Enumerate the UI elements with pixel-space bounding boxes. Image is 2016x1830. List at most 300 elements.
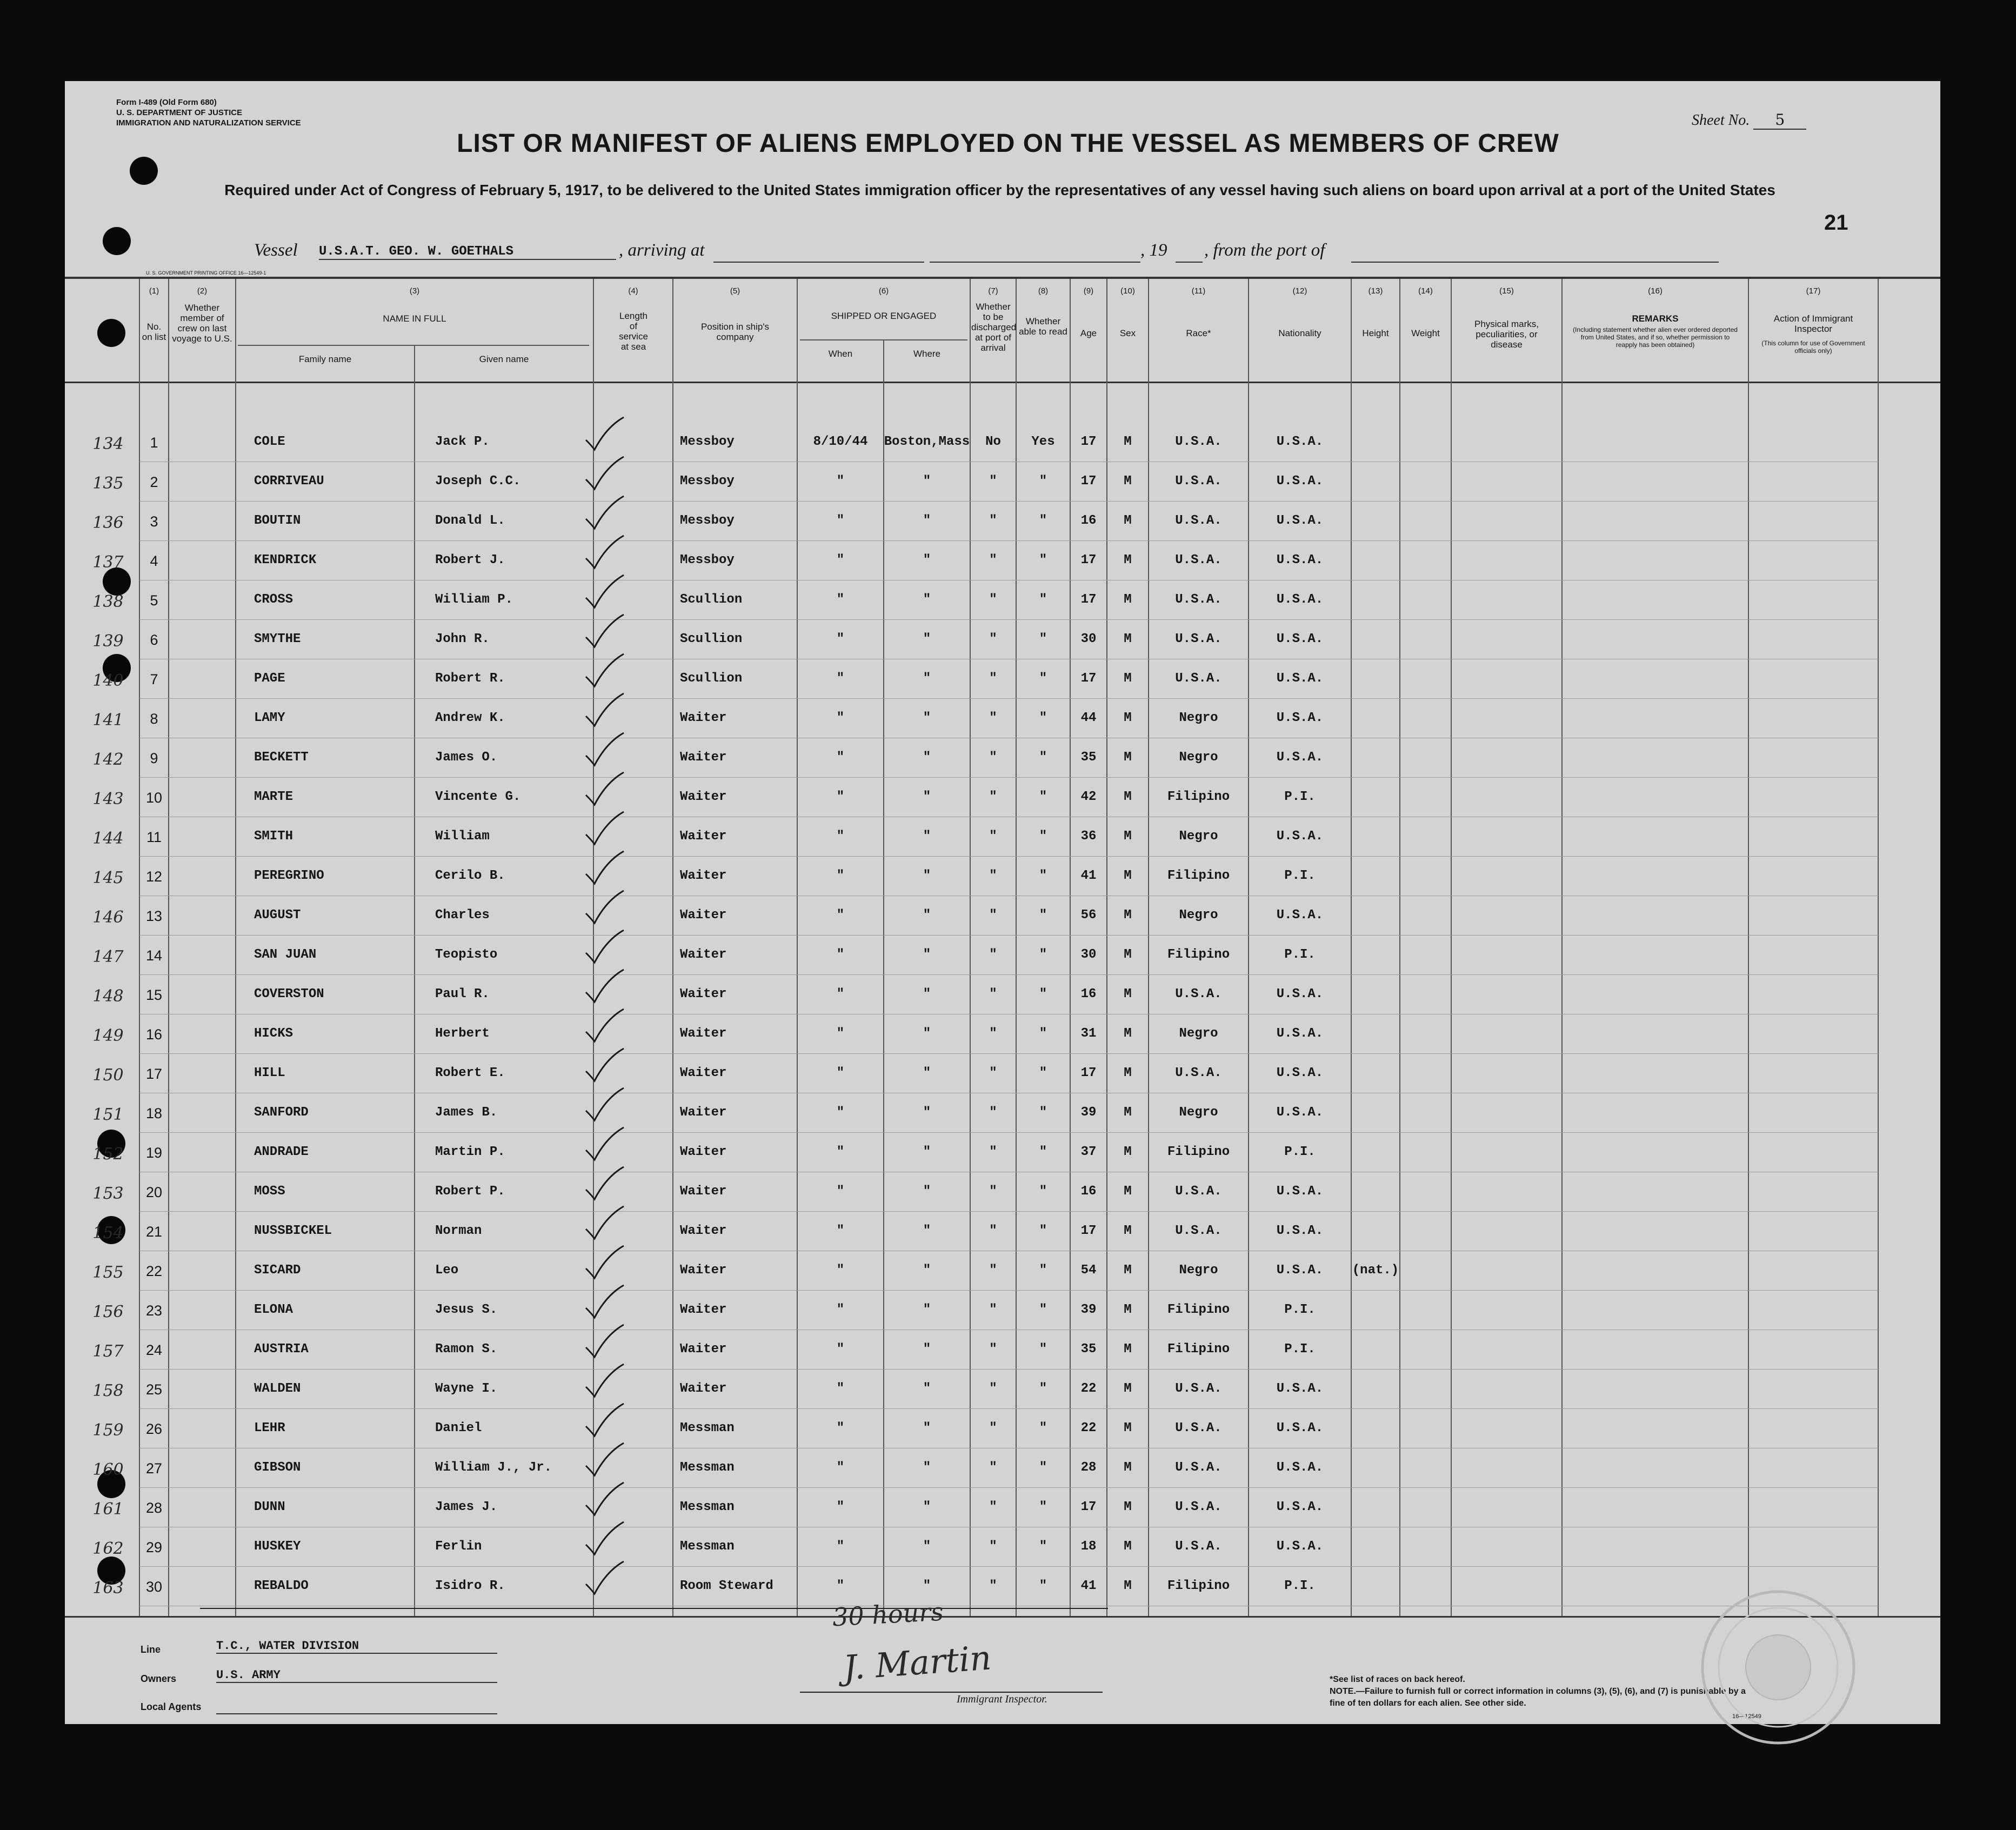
nationality: U.S.A. bbox=[1276, 908, 1324, 923]
sex: M bbox=[1124, 1105, 1132, 1120]
position: Messboy bbox=[680, 553, 735, 567]
margin-number: 156 bbox=[92, 1303, 124, 1321]
able-to-read: " bbox=[1039, 474, 1047, 489]
discharged: " bbox=[989, 869, 997, 883]
discharged: " bbox=[989, 1460, 997, 1475]
race: U.S.A. bbox=[1175, 1381, 1222, 1396]
given-name: Ramon S. bbox=[435, 1342, 498, 1357]
row-number: 8 bbox=[150, 711, 158, 727]
given-name: Martin P. bbox=[435, 1145, 505, 1159]
checkmark-icon bbox=[584, 1441, 627, 1479]
given-name: James O. bbox=[435, 750, 498, 765]
discharged: " bbox=[989, 1579, 997, 1593]
race: Negro bbox=[1179, 711, 1218, 725]
col-hdr-where: Where bbox=[913, 349, 941, 359]
given-name: Jesus S. bbox=[435, 1303, 498, 1317]
given-name: Ferlin bbox=[435, 1539, 482, 1554]
sex: M bbox=[1124, 750, 1132, 765]
checkmark-icon bbox=[584, 731, 627, 769]
nationality: U.S.A. bbox=[1276, 1421, 1324, 1435]
discharged: " bbox=[989, 908, 997, 923]
position: Waiter bbox=[680, 1105, 727, 1120]
line-value: T.C., WATER DIVISION bbox=[216, 1639, 497, 1654]
discharged: " bbox=[989, 987, 997, 1001]
margin-number: 149 bbox=[92, 1026, 124, 1045]
position: Scullion bbox=[680, 671, 743, 686]
race: Filipino bbox=[1167, 1145, 1230, 1159]
discharged: " bbox=[989, 474, 997, 489]
nationality: U.S.A. bbox=[1276, 1263, 1324, 1278]
margin-number: 137 bbox=[92, 553, 124, 572]
col-hdr-physical: Physical marks, peculiarities, or disease bbox=[1474, 319, 1539, 350]
col-hdr-remarks-sub: (Including statement whether alien ever ordered deported from United States, and if so, whether permission to reapply has been obtained) bbox=[1573, 326, 1738, 349]
margin-number: 147 bbox=[92, 947, 124, 966]
col-num-3: (3) bbox=[409, 286, 420, 296]
shipped-where: " bbox=[923, 1066, 931, 1080]
able-to-read: " bbox=[1039, 1263, 1047, 1278]
age: 44 bbox=[1080, 711, 1097, 725]
shipped-where: " bbox=[923, 1026, 931, 1041]
checkmark-icon bbox=[584, 612, 627, 650]
row-number: 4 bbox=[150, 553, 158, 569]
inspector-label: Immigrant Inspector. bbox=[957, 1693, 1047, 1705]
department: U. S. DEPARTMENT OF JUSTICE bbox=[116, 108, 243, 117]
agents-blank bbox=[216, 1713, 497, 1714]
given-name: Robert J. bbox=[435, 553, 505, 567]
discharged: " bbox=[989, 1539, 997, 1554]
position: Waiter bbox=[680, 711, 727, 725]
able-to-read: " bbox=[1039, 947, 1047, 962]
nationality: P.I. bbox=[1284, 1579, 1316, 1593]
given-name: Robert E. bbox=[435, 1066, 505, 1080]
family-name: ELONA bbox=[254, 1303, 293, 1317]
checkmark-icon bbox=[584, 1086, 627, 1124]
sex: M bbox=[1124, 632, 1132, 646]
family-name: CROSS bbox=[254, 592, 293, 607]
nationality: U.S.A. bbox=[1276, 1066, 1324, 1080]
discharged: " bbox=[989, 1145, 997, 1159]
able-to-read: " bbox=[1039, 829, 1047, 844]
age: 39 bbox=[1080, 1303, 1097, 1317]
nationality: U.S.A. bbox=[1276, 553, 1324, 567]
checkmark-icon bbox=[584, 652, 627, 690]
shipped-when: " bbox=[836, 513, 845, 528]
family-name: SMITH bbox=[254, 829, 293, 844]
family-name: HICKS bbox=[254, 1026, 293, 1041]
checkmark-icon bbox=[584, 889, 627, 926]
margin-number: 159 bbox=[92, 1421, 124, 1440]
race: Filipino bbox=[1167, 947, 1230, 962]
shipped-where: " bbox=[923, 1263, 931, 1278]
race: Negro bbox=[1179, 1263, 1218, 1278]
race: U.S.A. bbox=[1175, 513, 1222, 528]
checkmark-icon bbox=[584, 1401, 627, 1439]
col-hdr-age: Age bbox=[1080, 328, 1097, 338]
position: Waiter bbox=[680, 908, 727, 923]
margin-number: 144 bbox=[92, 829, 124, 848]
discharged: " bbox=[989, 1263, 997, 1278]
col-hdr-family: Family name bbox=[298, 354, 352, 364]
line-label: Line bbox=[141, 1644, 161, 1655]
checkmark-icon bbox=[584, 928, 627, 966]
shipped-when: " bbox=[836, 750, 845, 765]
checkmark-icon bbox=[584, 1165, 627, 1203]
row-number: 6 bbox=[150, 632, 158, 648]
row-rule bbox=[139, 540, 1878, 541]
nationality: P.I. bbox=[1284, 1303, 1316, 1317]
discharged: " bbox=[989, 553, 997, 567]
checkmark-icon bbox=[584, 1125, 627, 1163]
sheet-label: Sheet No. bbox=[1692, 112, 1750, 129]
row-rule bbox=[139, 1566, 1878, 1567]
family-name: NUSSBICKEL bbox=[254, 1224, 332, 1238]
row-number: 9 bbox=[150, 750, 158, 766]
vessel-name: U.S.A.T. GEO. W. GOETHALS bbox=[319, 244, 616, 260]
sex: M bbox=[1124, 592, 1132, 607]
shipped-where: " bbox=[923, 947, 931, 962]
row-number: 24 bbox=[145, 1342, 163, 1358]
able-to-read: " bbox=[1039, 1026, 1047, 1041]
shipped-where: " bbox=[923, 513, 931, 528]
able-to-read: " bbox=[1039, 1381, 1047, 1396]
family-name: SANFORD bbox=[254, 1105, 309, 1120]
printing-office: U. S. GOVERNMENT PRINTING OFFICE 16—12549-1 bbox=[146, 270, 266, 276]
shipped-when: 8/10/44 bbox=[813, 435, 868, 449]
shipped-when: " bbox=[836, 1026, 845, 1041]
inspector-signature: J. Martin bbox=[842, 1638, 993, 1688]
col-hdr-last-voyage: Whether member of crew on last voyage to U.S. bbox=[172, 303, 232, 344]
able-to-read: " bbox=[1039, 908, 1047, 923]
shipped-where: " bbox=[923, 1500, 931, 1514]
age: 18 bbox=[1080, 1539, 1097, 1554]
given-name: Robert R. bbox=[435, 671, 505, 686]
row-rule bbox=[139, 777, 1878, 778]
shipped-when: " bbox=[836, 869, 845, 883]
margin-number: 141 bbox=[92, 711, 124, 730]
able-to-read: " bbox=[1039, 632, 1047, 646]
sex: M bbox=[1124, 435, 1132, 449]
shipped-where: " bbox=[923, 1145, 931, 1159]
col-hdr-read: Whether able to read bbox=[1019, 316, 1067, 337]
nationality: P.I. bbox=[1284, 790, 1316, 804]
nationality: U.S.A. bbox=[1276, 1105, 1324, 1120]
age: 22 bbox=[1080, 1421, 1097, 1435]
margin-number: 158 bbox=[92, 1381, 124, 1400]
row-number: 2 bbox=[150, 474, 158, 490]
checkmark-icon bbox=[584, 1204, 627, 1242]
race: U.S.A. bbox=[1175, 1460, 1222, 1475]
age: 42 bbox=[1080, 790, 1097, 804]
margin-number: 154 bbox=[92, 1224, 124, 1243]
shipped-when: " bbox=[836, 1421, 845, 1435]
age: 16 bbox=[1080, 1184, 1097, 1199]
family-name: LEHR bbox=[254, 1421, 285, 1435]
row-rule bbox=[139, 1053, 1878, 1054]
sex: M bbox=[1124, 711, 1132, 725]
shipped-where: " bbox=[923, 829, 931, 844]
family-name: ANDRADE bbox=[254, 1145, 309, 1159]
nationality: U.S.A. bbox=[1276, 750, 1324, 765]
race: U.S.A. bbox=[1175, 435, 1222, 449]
race: U.S.A. bbox=[1175, 1066, 1222, 1080]
given-name: William J., Jr. bbox=[435, 1460, 552, 1475]
family-name: WALDEN bbox=[254, 1381, 301, 1396]
nationality: U.S.A. bbox=[1276, 671, 1324, 686]
discharged: " bbox=[989, 1303, 997, 1317]
age: 37 bbox=[1080, 1145, 1097, 1159]
discharged: " bbox=[989, 711, 997, 725]
races-note: *See list of races on back hereof. bbox=[1330, 1675, 1465, 1684]
given-name: Vincente G. bbox=[435, 790, 521, 804]
height: (nat.) bbox=[1352, 1263, 1399, 1278]
age: 17 bbox=[1080, 592, 1097, 607]
margin-number: 140 bbox=[92, 671, 124, 690]
col-hdr-position: Position in ship's company bbox=[700, 322, 770, 342]
nationality: U.S.A. bbox=[1276, 474, 1324, 489]
row-number: 18 bbox=[145, 1105, 163, 1121]
given-name: Wayne I. bbox=[435, 1381, 498, 1396]
shipped-when: " bbox=[836, 671, 845, 686]
checkmark-icon bbox=[584, 849, 627, 887]
shipped-when: " bbox=[836, 1500, 845, 1514]
nationality: U.S.A. bbox=[1276, 987, 1324, 1001]
row-number: 12 bbox=[145, 869, 163, 885]
family-name: CORRIVEAU bbox=[254, 474, 324, 489]
able-to-read: " bbox=[1039, 790, 1047, 804]
age: 17 bbox=[1080, 553, 1097, 567]
shipped-where: " bbox=[923, 1224, 931, 1238]
given-name: Cerilo B. bbox=[435, 869, 505, 883]
sex: M bbox=[1124, 1184, 1132, 1199]
given-name: William P. bbox=[435, 592, 513, 607]
checkmark-icon bbox=[584, 455, 627, 492]
shipped-where: " bbox=[923, 1539, 931, 1554]
row-number: 11 bbox=[146, 829, 162, 845]
race: U.S.A. bbox=[1175, 1421, 1222, 1435]
row-rule bbox=[139, 856, 1878, 857]
race: Filipino bbox=[1167, 1303, 1230, 1317]
position: Waiter bbox=[680, 1263, 727, 1278]
col-num-17: (17) bbox=[1806, 286, 1821, 296]
family-name: MARTE bbox=[254, 790, 293, 804]
able-to-read: " bbox=[1039, 750, 1047, 765]
col-hdr-sex: Sex bbox=[1119, 328, 1136, 338]
service: IMMIGRATION AND NATURALIZATION SERVICE bbox=[116, 118, 301, 128]
margin-number: 153 bbox=[92, 1184, 124, 1203]
shipped-where: " bbox=[923, 1421, 931, 1435]
sex: M bbox=[1124, 829, 1132, 844]
family-name: PAGE bbox=[254, 671, 285, 686]
sex: M bbox=[1124, 513, 1132, 528]
shipped-when: " bbox=[836, 987, 845, 1001]
margin-number: 145 bbox=[92, 869, 124, 887]
able-to-read: " bbox=[1039, 1460, 1047, 1475]
discharged: " bbox=[989, 1184, 997, 1199]
row-number: 29 bbox=[145, 1539, 163, 1555]
col-hdr-action: Action of Immigrant Inspector bbox=[1773, 313, 1853, 334]
margin-number: 152 bbox=[92, 1145, 124, 1164]
sex: M bbox=[1124, 1500, 1132, 1514]
shipped-when: " bbox=[836, 632, 845, 646]
agents-label: Local Agents bbox=[141, 1701, 202, 1712]
sex: M bbox=[1124, 1460, 1132, 1475]
discharged: " bbox=[989, 513, 997, 528]
discharged: " bbox=[989, 790, 997, 804]
col-hdr-when: When bbox=[828, 349, 853, 359]
family-name: COLE bbox=[254, 435, 285, 449]
nationality: U.S.A. bbox=[1276, 1224, 1324, 1238]
margin-number: 143 bbox=[92, 790, 124, 809]
row-number: 21 bbox=[145, 1224, 163, 1240]
able-to-read: Yes bbox=[1031, 435, 1055, 449]
sex: M bbox=[1124, 1224, 1132, 1238]
position: Waiter bbox=[680, 1381, 727, 1396]
able-to-read: " bbox=[1039, 1539, 1047, 1554]
row-rule bbox=[139, 1211, 1878, 1212]
age: 31 bbox=[1080, 1026, 1097, 1041]
shipped-when: " bbox=[836, 1460, 845, 1475]
nationality: U.S.A. bbox=[1276, 1500, 1324, 1514]
race: Filipino bbox=[1167, 869, 1230, 883]
nationality: U.S.A. bbox=[1276, 711, 1324, 725]
checkmark-icon bbox=[584, 770, 627, 808]
col-num-1: (1) bbox=[149, 286, 159, 296]
margin-number: 135 bbox=[92, 474, 124, 493]
nationality: U.S.A. bbox=[1276, 1460, 1324, 1475]
position: Waiter bbox=[680, 1303, 727, 1317]
able-to-read: " bbox=[1039, 1224, 1047, 1238]
race: U.S.A. bbox=[1175, 987, 1222, 1001]
checkmark-icon bbox=[584, 691, 627, 729]
family-name: HUSKEY bbox=[254, 1539, 301, 1554]
checkmark-icon bbox=[584, 1559, 627, 1597]
nationality: P.I. bbox=[1284, 869, 1316, 883]
age: 35 bbox=[1080, 750, 1097, 765]
margin-number: 163 bbox=[92, 1579, 124, 1598]
checkmark-icon bbox=[584, 533, 627, 571]
age: 41 bbox=[1080, 869, 1097, 883]
sex: M bbox=[1124, 1303, 1132, 1317]
row-rule bbox=[139, 1369, 1878, 1370]
port-label: , from the port of bbox=[1204, 241, 1325, 260]
discharged: " bbox=[989, 1342, 997, 1357]
row-rule bbox=[139, 1487, 1878, 1488]
checkmark-icon bbox=[584, 1480, 627, 1518]
position: Waiter bbox=[680, 1145, 727, 1159]
shipped-when: " bbox=[836, 1066, 845, 1080]
margin-number: 146 bbox=[92, 908, 124, 927]
age: 30 bbox=[1080, 632, 1097, 646]
race: Filipino bbox=[1167, 1342, 1230, 1357]
shipped-where: " bbox=[923, 750, 931, 765]
given-name: Herbert bbox=[435, 1026, 490, 1041]
row-number: 28 bbox=[145, 1500, 163, 1516]
race: U.S.A. bbox=[1175, 474, 1222, 489]
row-number: 13 bbox=[145, 908, 163, 924]
family-name: MOSS bbox=[254, 1184, 285, 1199]
shipped-when: " bbox=[836, 1184, 845, 1199]
given-name: Norman bbox=[435, 1224, 482, 1238]
race: Negro bbox=[1179, 829, 1218, 844]
family-name: BECKETT bbox=[254, 750, 309, 765]
col-num-2: (2) bbox=[197, 286, 208, 296]
row-number: 15 bbox=[145, 987, 163, 1003]
discharged: " bbox=[989, 592, 997, 607]
age: 36 bbox=[1080, 829, 1097, 844]
sex: M bbox=[1124, 553, 1132, 567]
col-num-14: (14) bbox=[1418, 286, 1433, 296]
page-number: 21 bbox=[1824, 211, 1848, 235]
given-name: Robert P. bbox=[435, 1184, 505, 1199]
margin-number: 151 bbox=[92, 1105, 124, 1124]
signature-line bbox=[800, 1692, 1103, 1693]
shipped-when: " bbox=[836, 1381, 845, 1396]
position: Waiter bbox=[680, 1026, 727, 1041]
page-subtitle: Required under Act of Congress of February 5, 1917, to be delivered to the United States immigration officer by the representatives of any vessel having such aliens on board upon arrival at a port of the United States bbox=[224, 182, 1775, 198]
age: 17 bbox=[1080, 1500, 1097, 1514]
nationality: U.S.A. bbox=[1276, 592, 1324, 607]
family-name: AUGUST bbox=[254, 908, 301, 923]
col-hdr-no: No. on list bbox=[142, 322, 166, 342]
given-name: James J. bbox=[435, 1500, 498, 1514]
col-num-4: (4) bbox=[628, 286, 638, 296]
family-name: SICARD bbox=[254, 1263, 301, 1278]
shipped-when: " bbox=[836, 1105, 845, 1120]
col-num-6: (6) bbox=[878, 286, 889, 296]
able-to-read: " bbox=[1039, 1500, 1047, 1514]
shipped-where: " bbox=[923, 553, 931, 567]
col-hdr-name: NAME IN FULL bbox=[383, 313, 446, 324]
checkmark-icon bbox=[584, 415, 627, 453]
discharged: " bbox=[989, 1500, 997, 1514]
col-hdr-discharged: Whether to be discharged at port of arrival bbox=[971, 302, 1017, 353]
able-to-read: " bbox=[1039, 1145, 1047, 1159]
sex: M bbox=[1124, 1342, 1132, 1357]
shipped-where: " bbox=[923, 474, 931, 489]
age: 56 bbox=[1080, 908, 1097, 923]
margin-number: 150 bbox=[92, 1066, 124, 1085]
row-number: 5 bbox=[150, 592, 158, 609]
sex: M bbox=[1124, 1263, 1132, 1278]
family-name: BOUTIN bbox=[254, 513, 301, 528]
age: 17 bbox=[1080, 474, 1097, 489]
position: Messman bbox=[680, 1500, 735, 1514]
shipped-when: " bbox=[836, 1303, 845, 1317]
row-number: 14 bbox=[145, 947, 163, 964]
shipped-when: " bbox=[836, 947, 845, 962]
age: 30 bbox=[1080, 947, 1097, 962]
race: U.S.A. bbox=[1175, 632, 1222, 646]
margin-number: 136 bbox=[92, 513, 124, 532]
position: Messboy bbox=[680, 513, 735, 528]
age: 41 bbox=[1080, 1579, 1097, 1593]
discharged: " bbox=[989, 1066, 997, 1080]
able-to-read: " bbox=[1039, 1105, 1047, 1120]
row-number: 20 bbox=[145, 1184, 163, 1200]
row-number: 17 bbox=[145, 1066, 163, 1082]
margin-number: 157 bbox=[92, 1342, 124, 1361]
row-number: 30 bbox=[145, 1579, 163, 1595]
position: Waiter bbox=[680, 987, 727, 1001]
page-title: LIST OR MANIFEST OF ALIENS EMPLOYED ON THE VESSEL AS MEMBERS OF CREW bbox=[457, 129, 1559, 158]
sex: M bbox=[1124, 947, 1132, 962]
given-name: Leo bbox=[435, 1263, 459, 1278]
shipped-when: " bbox=[836, 1145, 845, 1159]
margin-number: 161 bbox=[92, 1500, 124, 1519]
row-rule bbox=[139, 1132, 1878, 1133]
shipped-when: " bbox=[836, 829, 845, 844]
nationality: P.I. bbox=[1284, 947, 1316, 962]
